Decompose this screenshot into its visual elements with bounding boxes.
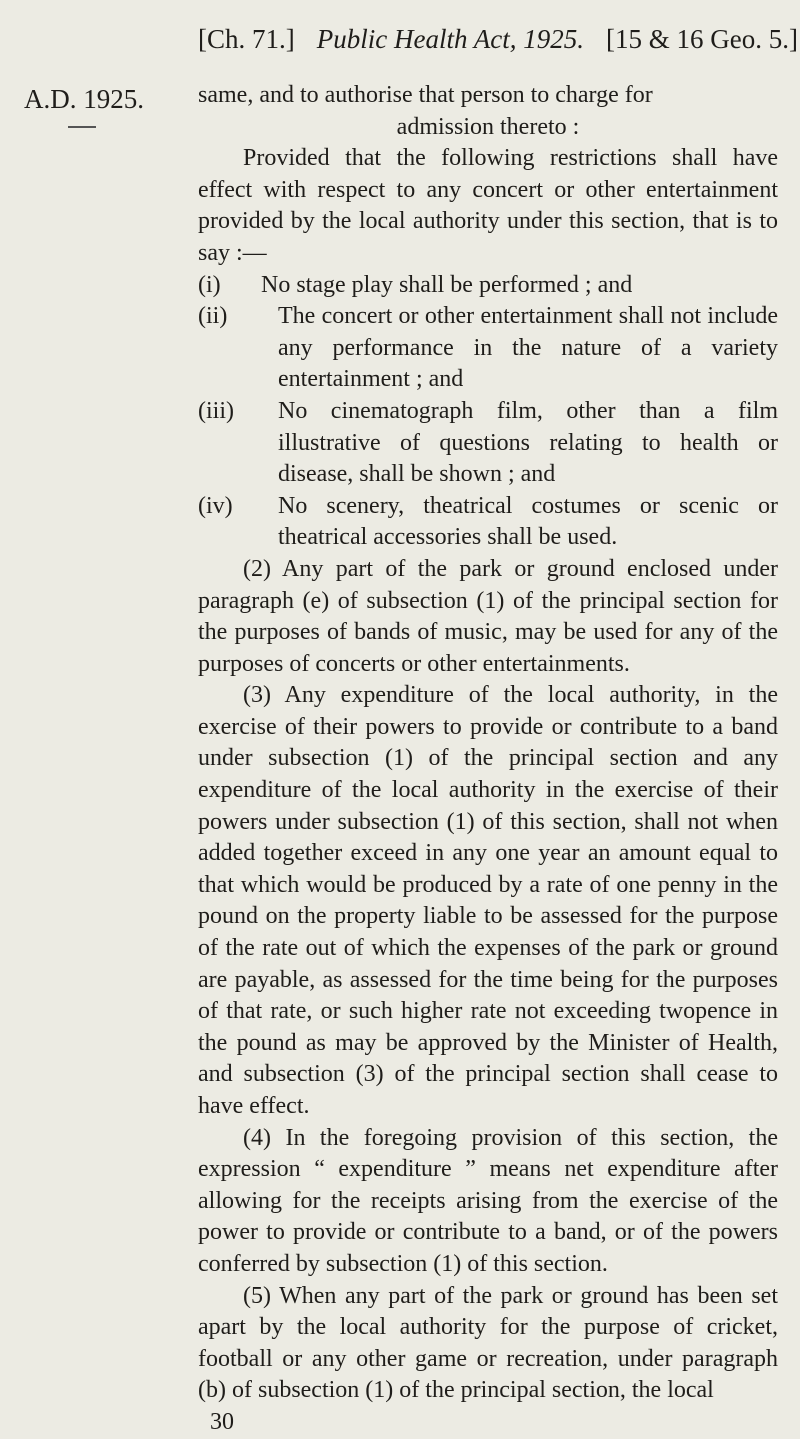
restriction-item [198,270,778,302]
item-text: No scenery, theatrical costumes or scenic or theatrical accessories shall be used. [278,492,778,551]
item-text: The concert or other entertainment shall not include any performance in the nature of a variety entertainment ; and [278,303,778,393]
item-text: No cinematograph film, other than a film illustrative of questions relating to health or disease, shall be shown ; and [278,397,778,488]
restriction-item [198,491,778,554]
item-number: (iv) [198,492,233,519]
proviso-paragraph: Provided that the following restrictions shall have effect with respect to any concert or other entertainment provided by the local authority under this section, that is to say :— [198,145,778,266]
body-text [198,80,778,1439]
subsection-4: (4) In the foregoing provision of this section, the expression “ expenditure ” means net expenditure after allowing for the receipts arising from the exercise of the power to provide or contribute to a band, or of the powers conferred by subsection (1) of this section. [198,1124,778,1277]
restriction-item [198,301,778,396]
running-header [198,24,798,55]
chapter-ref: [Ch. 71.] [198,24,295,54]
item-number: (i) [198,271,221,298]
margin-rule [68,126,96,128]
act-title: Public Health Act, 1925. [316,24,584,54]
page-number: 30 [210,1408,234,1435]
item-number: (iii) [198,397,234,424]
restriction-item [198,396,778,491]
margin-year: A.D. 1925. [24,84,144,114]
continued-line-end: admission thereto : [396,113,580,140]
item-number: (ii) [198,303,228,330]
subsection-3: (3) Any expenditure of the local authority, in the exercise of their powers to provide or contribute to a band under subsection (1) of the principal section and any expenditure of the local authority in the exercise of their powers under subsection (1) of this section, shall not when added together exceed in any one year an amount equal to that which would be produced by a rate of one penny in the pound on the property liable to be assessed for the purpose of the rate out of which the expenses of the park or ground are payable, as assessed for the time being for the purposes of that rate, or such higher rate not exceeding twopence in the pound as may be approved by the Minister of Health, and subsection (3) of the principal section shall cease to have effect. [198,682,778,1119]
subsection-2: (2) Any part of the park or ground enclosed under paragraph (e) of subsection (1) of the principal section for the purposes of bands of music, may be used for any of the purposes of concerts or other entertainments. [198,555,778,677]
subsection-5: (5) When any part of the park or ground has been set apart by the local authority for the purpose of cricket, football or any other game or recreation, under paragraph (b) of subsection (1) of the principal section, the local [198,1282,778,1404]
item-text: No stage play shall be performed ; and [261,271,633,298]
regnal-year: [15 & 16 Geo. 5.] [605,24,798,54]
continued-line: same, and to authorise that person to charge for [198,82,653,108]
